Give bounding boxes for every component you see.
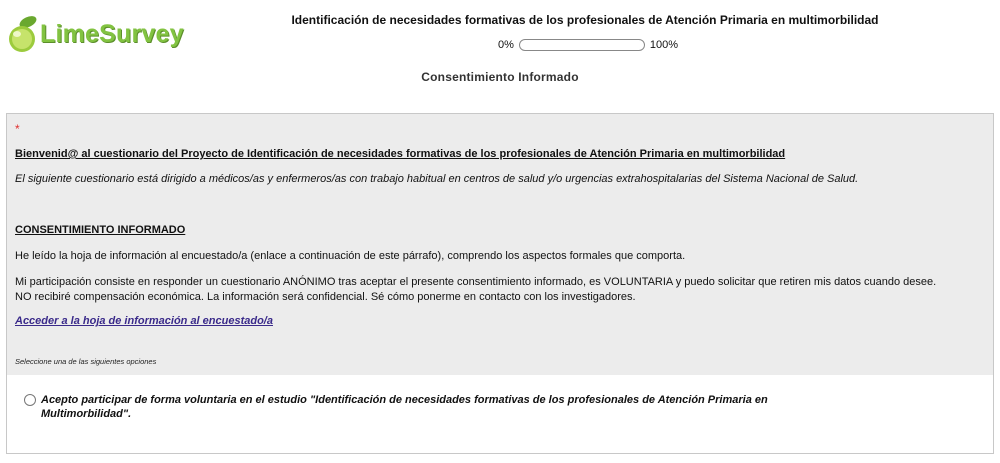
required-mark: * [15,122,20,136]
progress-indicator [498,39,678,51]
progress-min-label: 0% [498,39,514,51]
consent-question [6,113,994,454]
accept-label[interactable] [41,393,831,421]
progress-bar [519,39,645,51]
accept-radio[interactable] [24,394,36,406]
answer-options [7,375,993,452]
progress-max-label: 100% [649,39,679,51]
question-text-area [7,114,993,375]
limesurvey-logo [6,14,184,54]
accept-label-line-2: Multimorbilidad". [41,408,132,420]
lime-icon [6,14,40,54]
question-heading: Bienvenid@ al cuestionario del Proyecto de Identificación de necesidades formativas de los profesionales de Atención Primaria en multimorbilidad [15,148,786,160]
consent-paragraph-2-line-2: NO recibiré compensación económica. La información será confidencial. Sé cómo ponerme en contacto con los investigadores. [15,290,636,303]
consent-paragraph-2-line-1: Mi participación consiste en responder un cuestionario ANÓNIMO tras aceptar el presente consentimiento informado, es VOLUNTARIA y puedo solicitar que retiren mis datos cuando desee. [15,276,937,288]
consent-heading: CONSENTIMIENTO INFORMADO [15,224,186,236]
consent-paragraph-2 [15,275,990,304]
survey-title: Identificación de necesidades formativas de los profesionales de Atención Primaria en multimorbilidad [291,13,879,27]
info-sheet-link[interactable]: Acceder a la hoja de información al encuestado/a [15,315,273,327]
accept-label-line-1: Acepto participar de forma voluntaria en el estudio "Identificación de necesidades formativas de los profesionales de Atención Primaria en [41,394,768,406]
consent-paragraph-1: He leído la hoja de información al encuestado/a (enlace a continuación de este párrafo), comprendo los aspectos formales que comporta. [15,250,686,262]
question-intro: El siguiente cuestionario está dirigido a médicos/as y enfermeros/as con trabajo habitual en centros de salud y/o urgencias extrahospitalarias del Sistema Nacional de Salud. [15,173,859,185]
logo-text: LimeSurvey [40,19,184,48]
group-title: Consentimiento Informado [421,70,579,84]
help-text: Seleccione una de las siguientes opciones [15,357,157,366]
